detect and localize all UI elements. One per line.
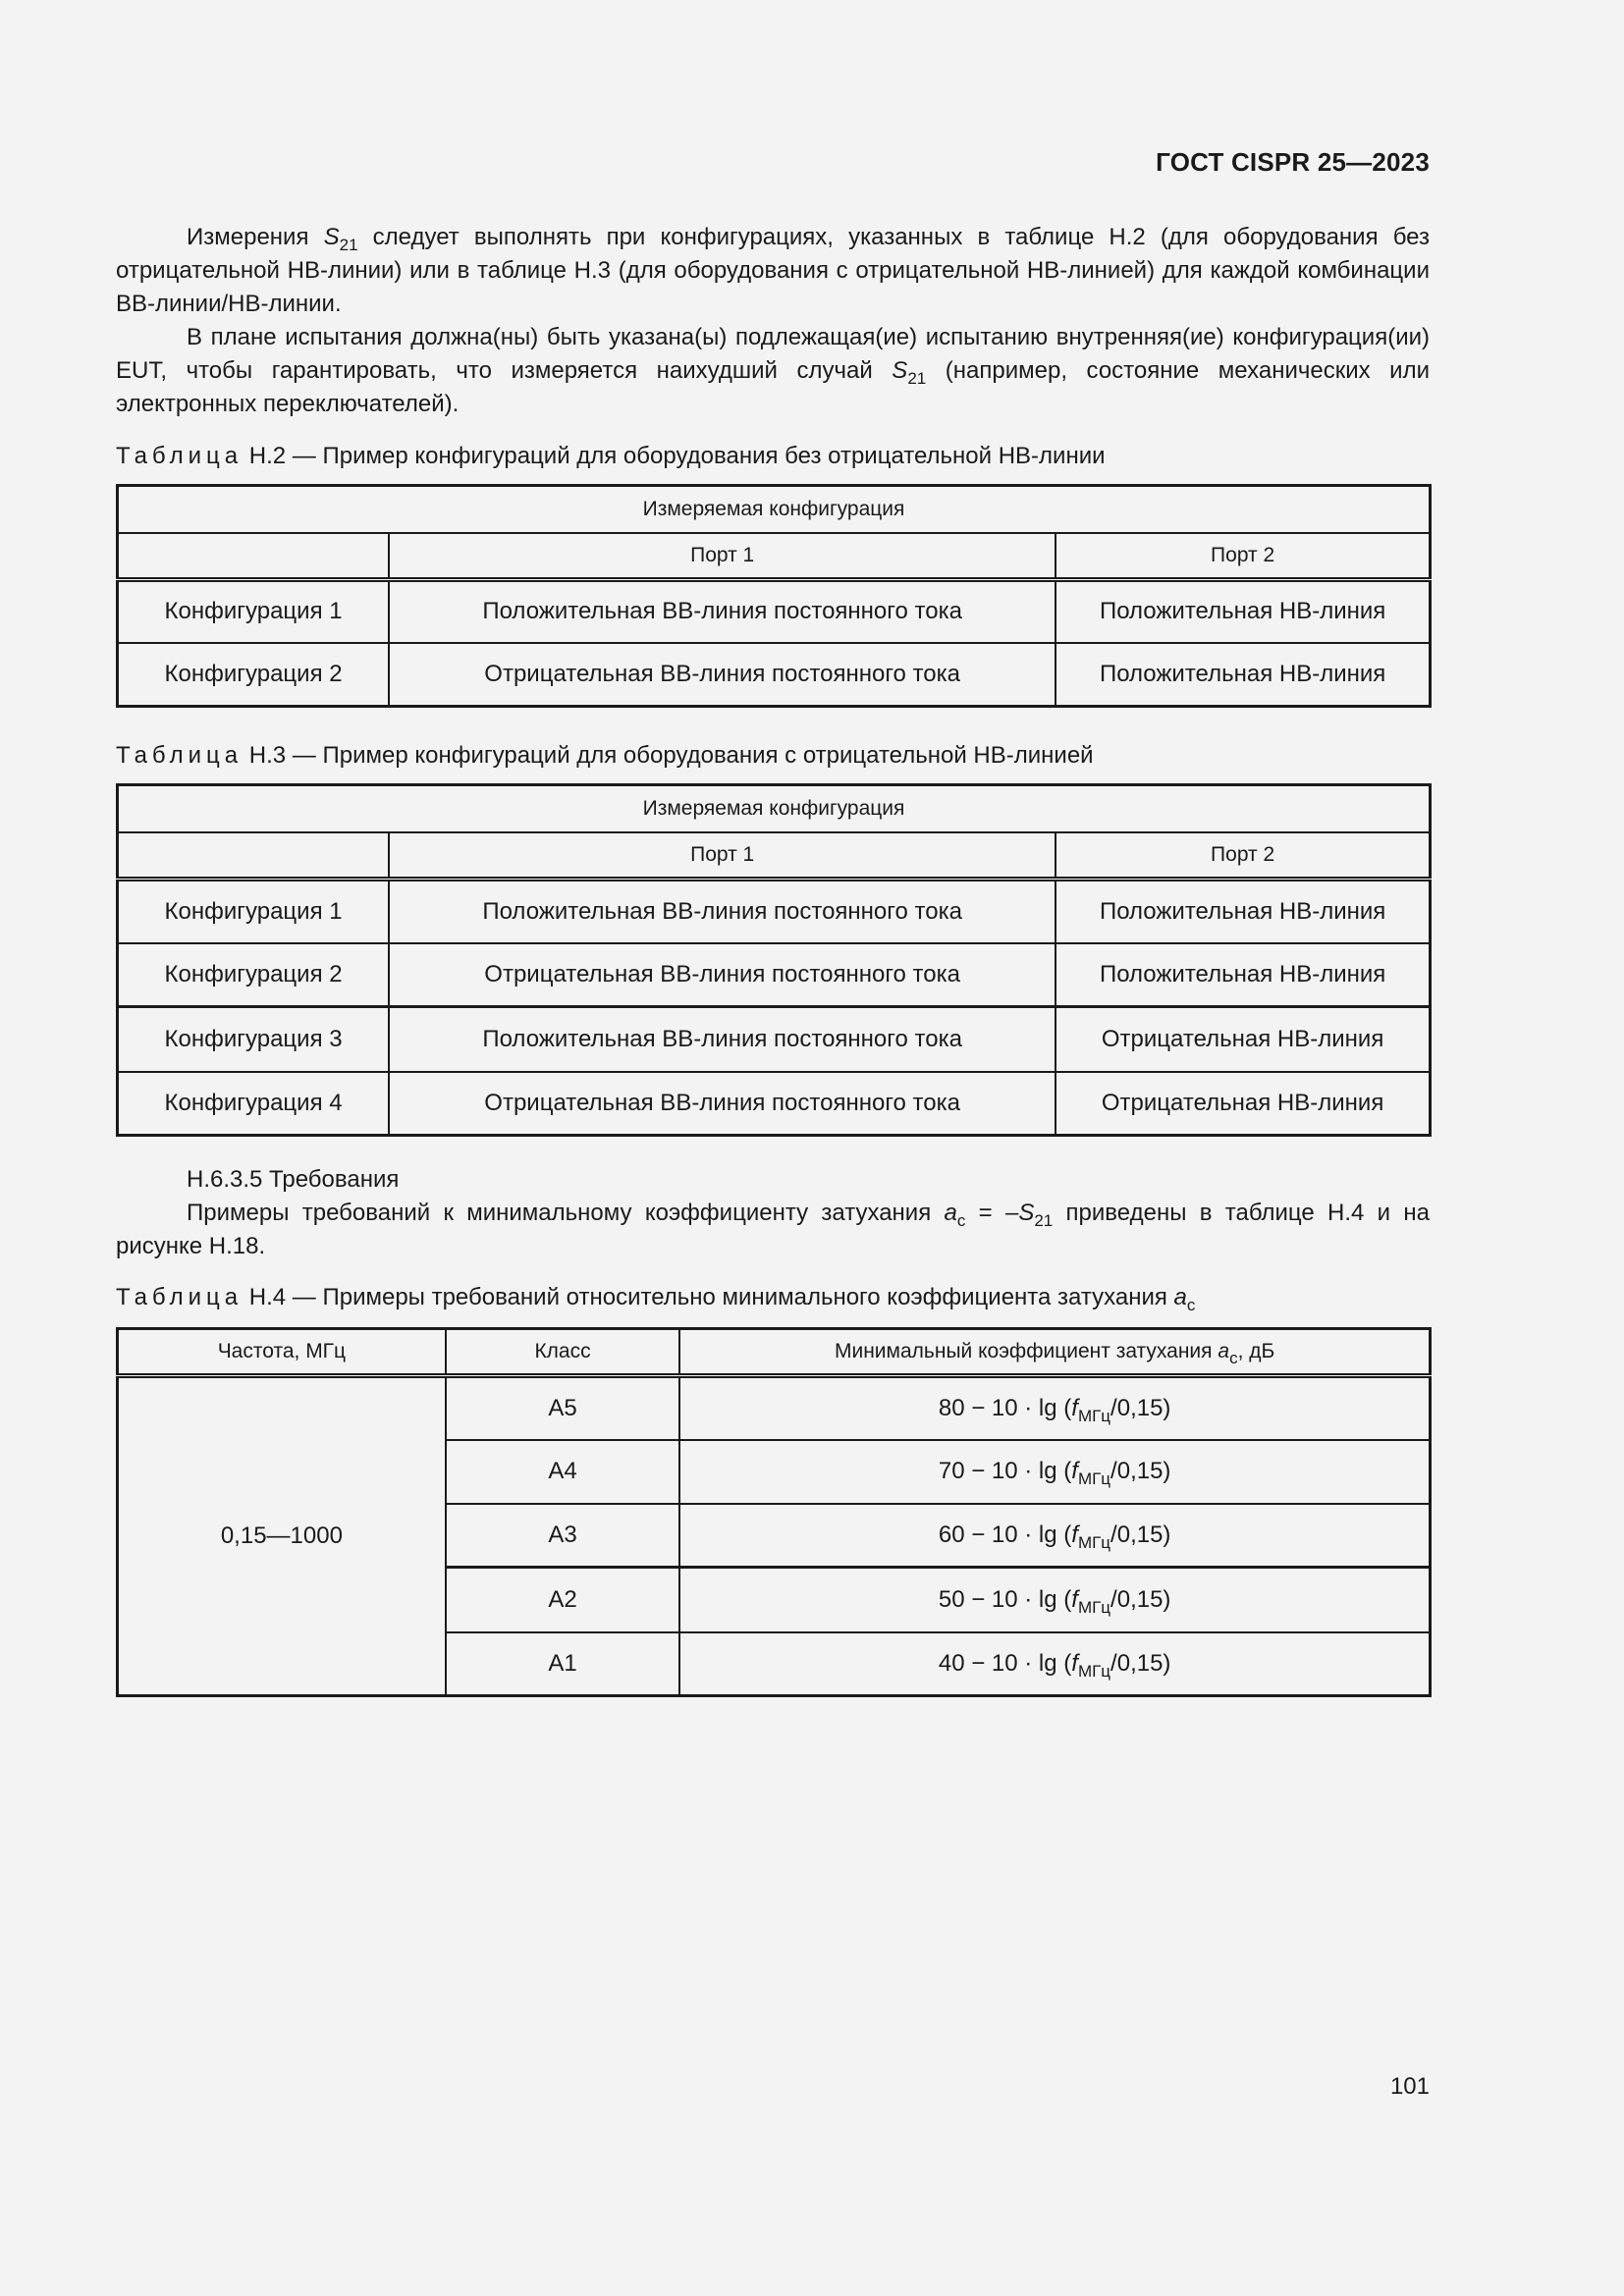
port2-cell: Положительная НВ-линия	[1056, 643, 1430, 707]
section-s-symbol: S	[1018, 1200, 1035, 1226]
table-h3-group-header: Измеряемая конфигурация	[118, 785, 1431, 832]
p2-text-b: (например, состояние механических или электронных переключателей).	[116, 357, 1430, 417]
config-cell: Конфигурация 4	[118, 1072, 390, 1136]
formula-cell	[679, 1568, 1430, 1632]
table-h2-port1-header: Порт 1	[389, 533, 1056, 580]
intro-text	[116, 221, 1430, 421]
class-cell: A4	[446, 1440, 679, 1504]
table-h3-group-header-row	[118, 785, 1431, 832]
port1-cell: Отрицательная ВВ-линия постоянного тока	[389, 643, 1056, 707]
section-text	[116, 1197, 1430, 1263]
table-h2-column-header-row	[118, 533, 1431, 580]
table-row	[118, 580, 1431, 643]
min-attenuation-header-subscript: c	[1229, 1349, 1238, 1367]
formula-suffix: /0,15)	[1110, 1458, 1171, 1484]
formula-prefix: 60 − 10 · lg (	[938, 1521, 1072, 1548]
section-text-a: Примеры требований к минимальному коэффициенту затухания	[187, 1200, 945, 1226]
table-row	[118, 943, 1431, 1007]
table-h4-class-header: Класс	[446, 1329, 679, 1376]
table-h2-empty-header	[118, 533, 390, 580]
table-h2-group-header: Измеряемая конфигурация	[118, 486, 1431, 533]
table-row	[118, 880, 1431, 943]
table-h2-caption	[116, 442, 1106, 471]
p1-text-a: Измерения	[187, 224, 324, 250]
formula-cell	[679, 1440, 1430, 1504]
port1-cell: Отрицательная ВВ-линия постоянного тока	[389, 1072, 1056, 1136]
class-cell: A1	[446, 1632, 679, 1696]
table-h2-caption-text: Н.2 — Пример конфигураций для оборудования без отрицательной НВ-линии	[248, 443, 1106, 469]
table-h3-empty-header	[118, 832, 390, 880]
formula-f-subscript: МГц	[1077, 1532, 1111, 1552]
port2-cell: Отрицательная НВ-линия	[1056, 1007, 1430, 1072]
formula-f-subscript: МГц	[1077, 1469, 1111, 1488]
min-attenuation-header-text: Минимальный коэффициент затухания	[834, 1340, 1218, 1362]
p2-s-symbol: S	[892, 357, 908, 384]
formula-prefix: 70 − 10 · lg (	[938, 1458, 1072, 1484]
section-heading: Н.6.3.5 Требования	[187, 1166, 400, 1193]
p2-s-subscript: 21	[907, 369, 927, 388]
port2-cell: Положительная НВ-линия	[1056, 943, 1430, 1007]
formula-cell	[679, 1376, 1430, 1440]
formula-f-subscript: МГц	[1077, 1597, 1111, 1617]
table-h4-caption	[116, 1283, 1195, 1312]
table-h2	[116, 484, 1432, 708]
config-cell: Конфигурация 2	[118, 643, 390, 707]
class-cell: A5	[446, 1376, 679, 1440]
formula-f-subscript: МГц	[1077, 1406, 1111, 1425]
freq-range-cell: 0,15—1000	[118, 1376, 446, 1696]
port2-cell: Положительная НВ-линия	[1056, 880, 1430, 943]
table-h3-port2-header: Порт 2	[1056, 832, 1430, 880]
formula-suffix: /0,15)	[1110, 1521, 1171, 1548]
table-h3-caption	[116, 741, 1094, 771]
class-cell: A3	[446, 1504, 679, 1568]
class-cell: A2	[446, 1568, 679, 1632]
formula-f-symbol: f	[1071, 1458, 1078, 1484]
table-h4-caption-ac-subscript: c	[1186, 1296, 1196, 1314]
formula-suffix: /0,15)	[1110, 1585, 1171, 1613]
table-h3-caption-word: Таблица	[116, 742, 244, 769]
table-h3	[116, 783, 1432, 1137]
p2-text-a: В плане испытания должна(ны) быть указана(ы) подлежащая(ие) испытанию внутренняя(ие) конфигурация(ии) EUT, чтобы гарантировать, что измеряется наихудший случай	[116, 324, 1430, 384]
table-h2-group-header-row	[118, 486, 1431, 533]
table-h2-port2-header: Порт 2	[1056, 533, 1430, 580]
paragraph-1	[116, 221, 1430, 321]
formula-f-symbol: f	[1071, 1585, 1078, 1613]
config-cell: Конфигурация 1	[118, 580, 390, 643]
section-s-subscript: 21	[1034, 1211, 1054, 1230]
formula-f-symbol: f	[1071, 1394, 1078, 1421]
min-attenuation-header-unit: , дБ	[1237, 1340, 1275, 1362]
table-row	[118, 1376, 1431, 1440]
paragraph-2	[116, 321, 1430, 421]
p1-text-b: следует выполнять при конфигурациях, указанных в таблице Н.2 (для оборудования без отрицательной НВ-линии) или в таблице Н.3 (для оборудования с отрицательной НВ-линией) для каждой комбинации ВВ-линии/НВ-линии.	[116, 224, 1430, 317]
formula-f-subscript: МГц	[1077, 1661, 1111, 1681]
table-h4-freq-header: Частота, МГц	[118, 1329, 446, 1376]
port2-cell: Отрицательная НВ-линия	[1056, 1072, 1430, 1136]
table-h4	[116, 1327, 1432, 1697]
port1-cell: Положительная ВВ-линия постоянного тока	[389, 580, 1056, 643]
document-header: ГОСТ CISPR 25—2023	[1156, 147, 1430, 177]
table-h4-caption-word: Таблица	[116, 1284, 244, 1310]
table-row	[118, 643, 1431, 707]
formula-f-symbol: f	[1071, 1649, 1078, 1677]
table-h2-caption-word: Таблица	[116, 443, 244, 469]
p1-s-symbol: S	[323, 224, 340, 250]
formula-prefix: 80 − 10 · lg (	[938, 1394, 1072, 1421]
min-attenuation-header-symbol: a	[1218, 1340, 1230, 1362]
port1-cell: Положительная ВВ-линия постоянного тока	[389, 1007, 1056, 1072]
page-number: 101	[1389, 2073, 1430, 2100]
formula-cell	[679, 1632, 1430, 1696]
section-text-c: приведены в таблице Н.4 и на рисунке Н.18.	[116, 1200, 1430, 1259]
config-cell: Конфигурация 1	[118, 880, 390, 943]
formula-cell	[679, 1504, 1430, 1568]
port1-cell: Положительная ВВ-линия постоянного тока	[389, 880, 1056, 943]
table-h3-caption-text: Н.3 — Пример конфигураций для оборудования с отрицательной НВ-линией	[248, 742, 1094, 769]
section-paragraph	[116, 1197, 1430, 1263]
table-h4-min-attenuation-header	[679, 1329, 1430, 1376]
config-cell: Конфигурация 3	[118, 1007, 390, 1072]
table-h3-port1-header: Порт 1	[389, 832, 1056, 880]
formula-suffix: /0,15)	[1110, 1649, 1171, 1677]
table-h4-caption-ac-symbol: a	[1173, 1284, 1187, 1310]
section-ac-symbol: a	[944, 1200, 957, 1226]
table-h4-header-row	[118, 1329, 1431, 1376]
formula-prefix: 40 − 10 · lg (	[938, 1649, 1072, 1677]
table-h3-column-header-row	[118, 832, 1431, 880]
formula-f-symbol: f	[1071, 1521, 1078, 1548]
section-text-b: = –	[965, 1200, 1019, 1226]
table-h4-caption-text: Н.4 — Примеры требований относительно минимального коэффициента затухания	[248, 1284, 1174, 1310]
formula-suffix: /0,15)	[1110, 1394, 1171, 1421]
table-row	[118, 1072, 1431, 1136]
formula-prefix: 50 − 10 · lg (	[938, 1585, 1072, 1613]
section-ac-subscript: c	[956, 1211, 966, 1230]
port1-cell: Отрицательная ВВ-линия постоянного тока	[389, 943, 1056, 1007]
table-row	[118, 1007, 1431, 1072]
p1-s-subscript: 21	[339, 236, 358, 254]
port2-cell: Положительная НВ-линия	[1056, 580, 1430, 643]
config-cell: Конфигурация 2	[118, 943, 390, 1007]
